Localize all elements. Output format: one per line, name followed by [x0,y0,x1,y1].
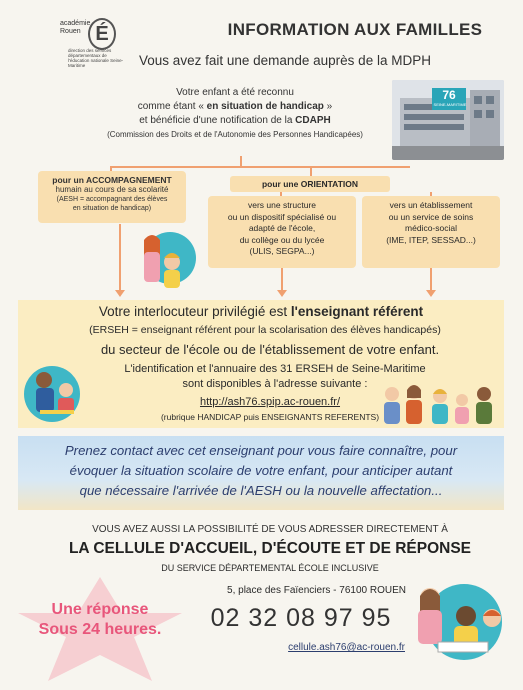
logo-academie: académie Rouen [60,20,91,35]
cellule-service: DU SERVICE DÉPARTEMENTAL ÉCOLE INCLUSIVE [161,563,379,573]
arrow-line [430,268,432,290]
orientation-box-structure: vers une structure ou un dispositif spécialisé ou adapté de l'école, du collège ou du lycée (ULIS, SEGPA...) [208,196,356,268]
building-sign: 76 [442,88,456,102]
reading-children-illustration [408,574,510,660]
child-assistant-illustration [130,228,196,294]
accompagnement-line: (AESH = accompagnant des élèves [56,196,168,203]
academy-logo-icon: É [88,18,116,50]
referent-title: Votre interlocuteur privilégié est l'enseignant référent [98,304,424,319]
orientation-heading: pour une ORIENTATION [230,176,390,192]
arrow-line [119,224,121,290]
intro-text: Votre enfant a été reconnu comme étant « en situation de handicap » et bénéficie d'une notification de la CDAPH (Commission des Droits et de l'Autonomie des Personnes Handicapées) [107,87,363,139]
badge-text: Une réponse Sous 24 heures. [38,601,162,638]
referent-link[interactable]: http://ash76.spip.ac-rouen.fr/ [199,396,341,408]
group-people-illustration [378,380,502,426]
teacher-student-illustration [22,362,86,424]
cellule-address: 5, place des Faïenciers - 76100 ROUEN [227,585,406,596]
referent-rubrique: (rubrique HANDICAP puis ENSEIGNANTS REFERENTS) [160,412,380,422]
logo-subtitle: direction des services départementaux de l'éducation nationale Seine-Maritime [68,48,124,68]
referent-identification: L'identification et l'annuaire des 31 ERSEH de Seine-Maritime sont disponibles à l'adresse suivante : [124,363,426,390]
referent-secteur: du secteur de l'école ou de l'établissement de votre enfant. [100,342,440,357]
accompagnement-line: en situation de handicap) [72,205,152,212]
page-subtitle: Vous avez fait une demande auprès de la MDPH [139,53,431,68]
referent-erseh: (ERSEH = enseignant référent pour la scolarisation des élèves handicapés) [89,324,441,336]
page-title: INFORMATION AUX FAMILLES [227,20,483,39]
arrow-line [281,268,283,290]
building-sign-sub: SEINE-MARITIME [433,102,467,107]
accompagnement-heading: pour un ACCOMPAGNEMENT [52,175,172,185]
orientation-box-etablissement: vers un établissement ou un service de soins médico-social (IME, ITEP, SESSAD...) [362,196,500,268]
connector-line [110,166,410,168]
building-photo [392,80,504,160]
connector-line [310,166,312,176]
arrow-down-icon [115,290,125,297]
accompagnement-box [38,171,186,223]
accompagnement-line: humain au cours de sa scolarité [55,185,169,194]
also-text: VOUS AVEZ AUSSI LA POSSIBILITÉ DE VOUS ADRESSER DIRECTEMENT À [92,524,448,535]
cellule-title: LA CELLULE D'ACCUEIL, D'ÉCOUTE ET DE RÉPONSE [68,540,472,557]
cellule-email[interactable]: cellule.ash76@ac-rouen.fr [288,642,405,653]
arrow-down-icon [426,290,436,297]
cellule-phone[interactable]: 02 32 08 97 95 [210,604,392,632]
arrow-down-icon [277,290,287,297]
contact-text: Prenez contact avec cet enseignant pour vous faire connaître, pour évoquer la situation scolaire de votre enfant, pour anticiper autant que nécessaire l'arrivée de l'AESH ou la nouvelle affectation... [64,443,458,498]
